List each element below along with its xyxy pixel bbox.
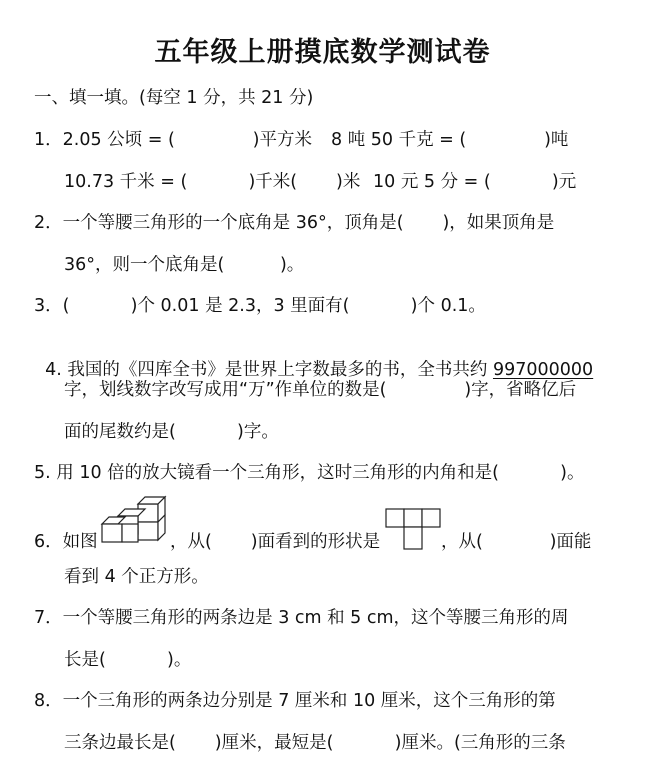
q4-line2: 字，划线数字改写成用“万”作单位的数是( )字，省略亿后: [64, 380, 577, 400]
q1-line1-part-a: 1．2.05 公顷 = ( )平方米: [34, 130, 312, 150]
view-shape-figure: [385, 508, 443, 552]
page-title: 五年级上册摸底数学测试卷: [154, 37, 491, 68]
section-heading: 一、填一填。(每空 1 分，共 21 分): [34, 88, 314, 108]
q4-line1: [34, 337, 593, 381]
cube-stack-figure: [100, 494, 170, 550]
q8-line2: 三条边最长是( )厘米，最短是( )厘米。(三角形的三条: [64, 733, 566, 753]
q1-line2-part-b: 10 元 5 分 = ( )元: [373, 172, 577, 192]
q6-suffix: ，从( )面能: [441, 532, 592, 552]
q3-line1: 3．( )个 0.01 是 2.3，3 里面有( )个 0.1。: [34, 296, 486, 316]
q1-line2-part-a: 10.73 千米 = ( )千米( )米: [64, 172, 361, 192]
q8-line1: 8．一个三角形的两条边分别是 7 厘米和 10 厘米，这个三角形的第: [34, 691, 556, 711]
q2-line1: 2．一个等腰三角形的一个底角是 36°，顶角是( )，如果顶角是: [34, 213, 555, 233]
q2-line2: 36°，则一个底角是( )。: [64, 255, 305, 275]
q4-line1-text: 4. 我国的《四库全书》是世界上字数最多的书，全书共约: [45, 360, 493, 380]
q6-middle: ，从( )面看到的形状是: [170, 532, 381, 552]
q7-line1: 7．一个等腰三角形的两条边是 3 cm 和 5 cm，这个等腰三角形的周: [34, 608, 569, 628]
q4-underlined-number: 997000000: [492, 360, 594, 380]
q7-line2: 长是( )。: [64, 650, 192, 670]
q6-line2: 看到 4 个正方形。: [64, 567, 209, 587]
q1-line1-part-b: 8 吨 50 千克 = ( )吨: [331, 130, 569, 150]
q5-line1: 5. 用 10 倍的放大镜看一个三角形，这时三角形的内角和是( )。: [34, 463, 585, 483]
q6-prefix: 6．如图: [34, 532, 98, 552]
q4-line3: 面的尾数约是( )字。: [64, 422, 279, 442]
